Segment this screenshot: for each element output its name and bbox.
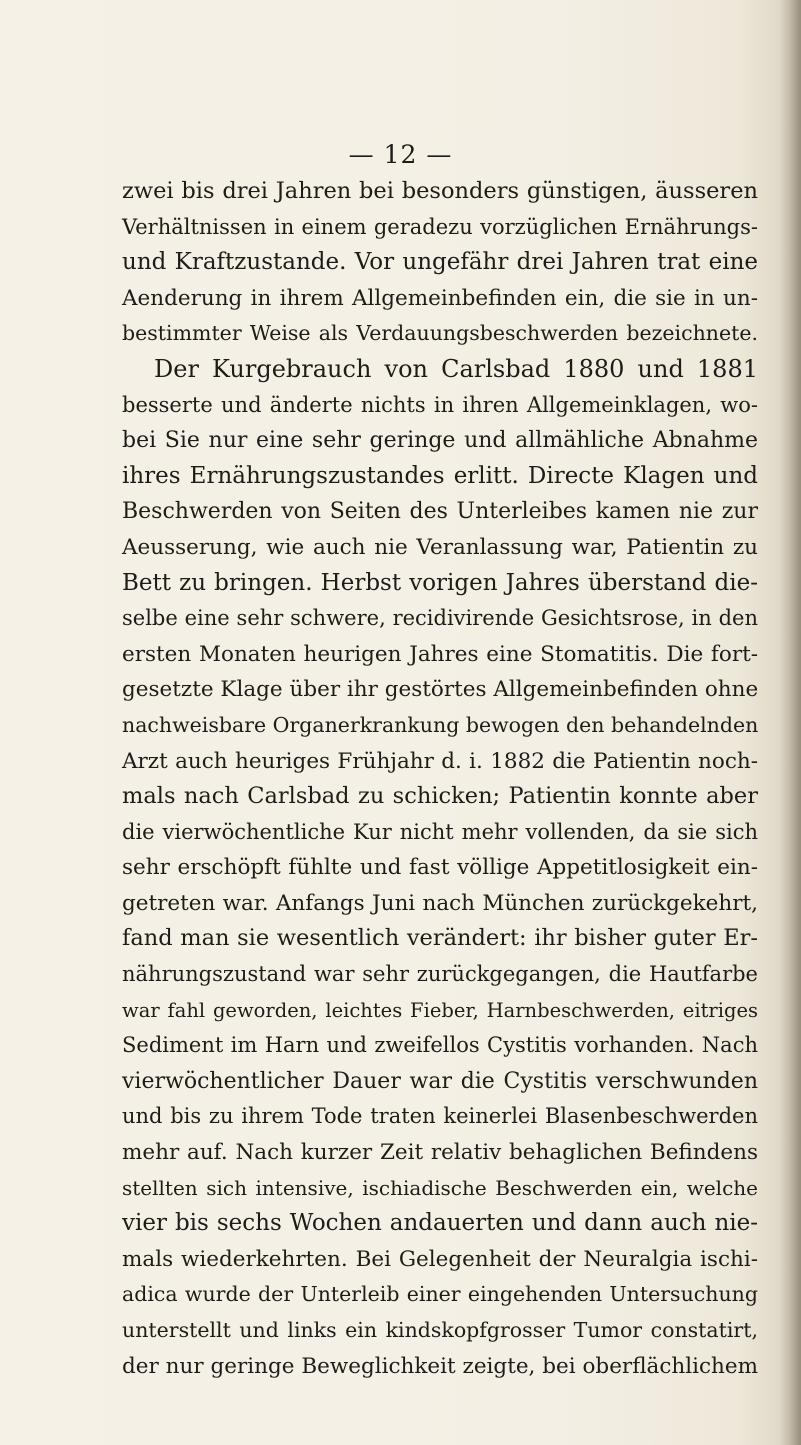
text-line: fand man sie wesentlich verändert: ihr bisher guter Er- (122, 925, 758, 952)
text-line: ihres Ernährungszustandes erlitt. Directe Klagen und (122, 462, 758, 489)
body-text (122, 174, 758, 1384)
text-line: mals nach Carlsbad zu schicken; Patientin konnte aber (122, 783, 758, 810)
text-line: bei Sie nur eine sehr geringe und allmähliche Abnahme (122, 428, 758, 454)
text-line: besserte und änderte nichts in ihren Allgemeinklagen, wo- (122, 392, 758, 417)
text-line: vierwöchentlicher Dauer war die Cystitis verschwunden (122, 1068, 758, 1094)
text-line: Arzt auch heuriges Frühjahr d. i. 1882 die Patientin noch- (122, 748, 758, 774)
page-number: — 12 — (348, 140, 453, 169)
page-edge-shadow (779, 0, 801, 1445)
text-line: nährungszustand war sehr zurückgegangen, die Hautfarbe (122, 962, 758, 987)
text-line: getreten war. Anfangs Juni nach München zurückgekehrt, (122, 890, 758, 916)
text-line: gesetzte Klage über ihr gestörtes Allgemeinbefinden ohne (122, 677, 759, 703)
text-line: Bett zu bringen. Herbst vorigen Jahres überstand die- (122, 569, 758, 596)
text-line: und bis zu ihrem Tode traten keinerlei Blasenbeschwerden (122, 1104, 758, 1129)
text-line: sehr erschöpft fühlte und fast völlige Appetitlosigkeit ein- (122, 855, 758, 881)
text-line: und Kraftzustande. Vor ungefähr drei Jahren trat eine (122, 249, 758, 276)
text-line: Verhältnissen in einem geradezu vorzüglichen Ernährungs- (122, 214, 758, 239)
text-line: mals wiederkehrten. Bei Gelegenheit der Neuralgia ischi- (122, 1246, 758, 1272)
text-line: Beschwerden von Seiten des Unterleibes kamen nie zur (122, 499, 758, 525)
text-line: stellten sich intensive, ischiadische Beschwerden ein, welche (122, 1175, 758, 1200)
text-line: selbe eine sehr schwere, recidivirende Gesichtsrose, in den (122, 606, 758, 631)
text-line: adica wurde der Unterleib einer eingehenden Untersuchung (122, 1282, 758, 1307)
text-line: ersten Monaten heurigen Jahres eine Stomatitis. Die fort- (122, 641, 758, 667)
text-line: war fahl geworden, leichtes Fieber, Harnbeschwerden, eitriges (122, 998, 758, 1022)
text-line: vier bis sechs Wochen andauerten und dann auch nie- (122, 1210, 758, 1237)
text-line: Aeusserung, wie auch nie Veranlassung war, Patientin zu (122, 534, 758, 560)
text-line: Der Kurgebrauch von Carlsbad 1880 und 1881 (154, 354, 758, 383)
text-line: die vierwöchentliche Kur nicht mehr vollenden, da sie sich (122, 819, 758, 844)
text-line: mehr auf. Nach kurzer Zeit relativ behaglichen Befindens (122, 1140, 758, 1166)
text-line: zwei bis drei Jahren bei besonders günstigen, äusseren (122, 178, 758, 204)
text-line: Aenderung in ihrem Allgemeinbefinden ein, die sie in un- (122, 285, 758, 311)
text-line: unterstellt und links ein kindskopfgrosser Tumor constatirt, (122, 1318, 758, 1342)
text-line: der nur geringe Beweglichkeit zeigte, bei oberflächlichem (122, 1353, 758, 1379)
text-line: nachweisbare Organerkrankung bewogen den behandelnden (122, 712, 759, 737)
text-line: Sediment im Harn und zweifellos Cystitis vorhanden. Nach (122, 1033, 758, 1058)
text-line: bestimmter Weise als Verdauungsbeschwerden bezeichnete. (122, 321, 758, 346)
